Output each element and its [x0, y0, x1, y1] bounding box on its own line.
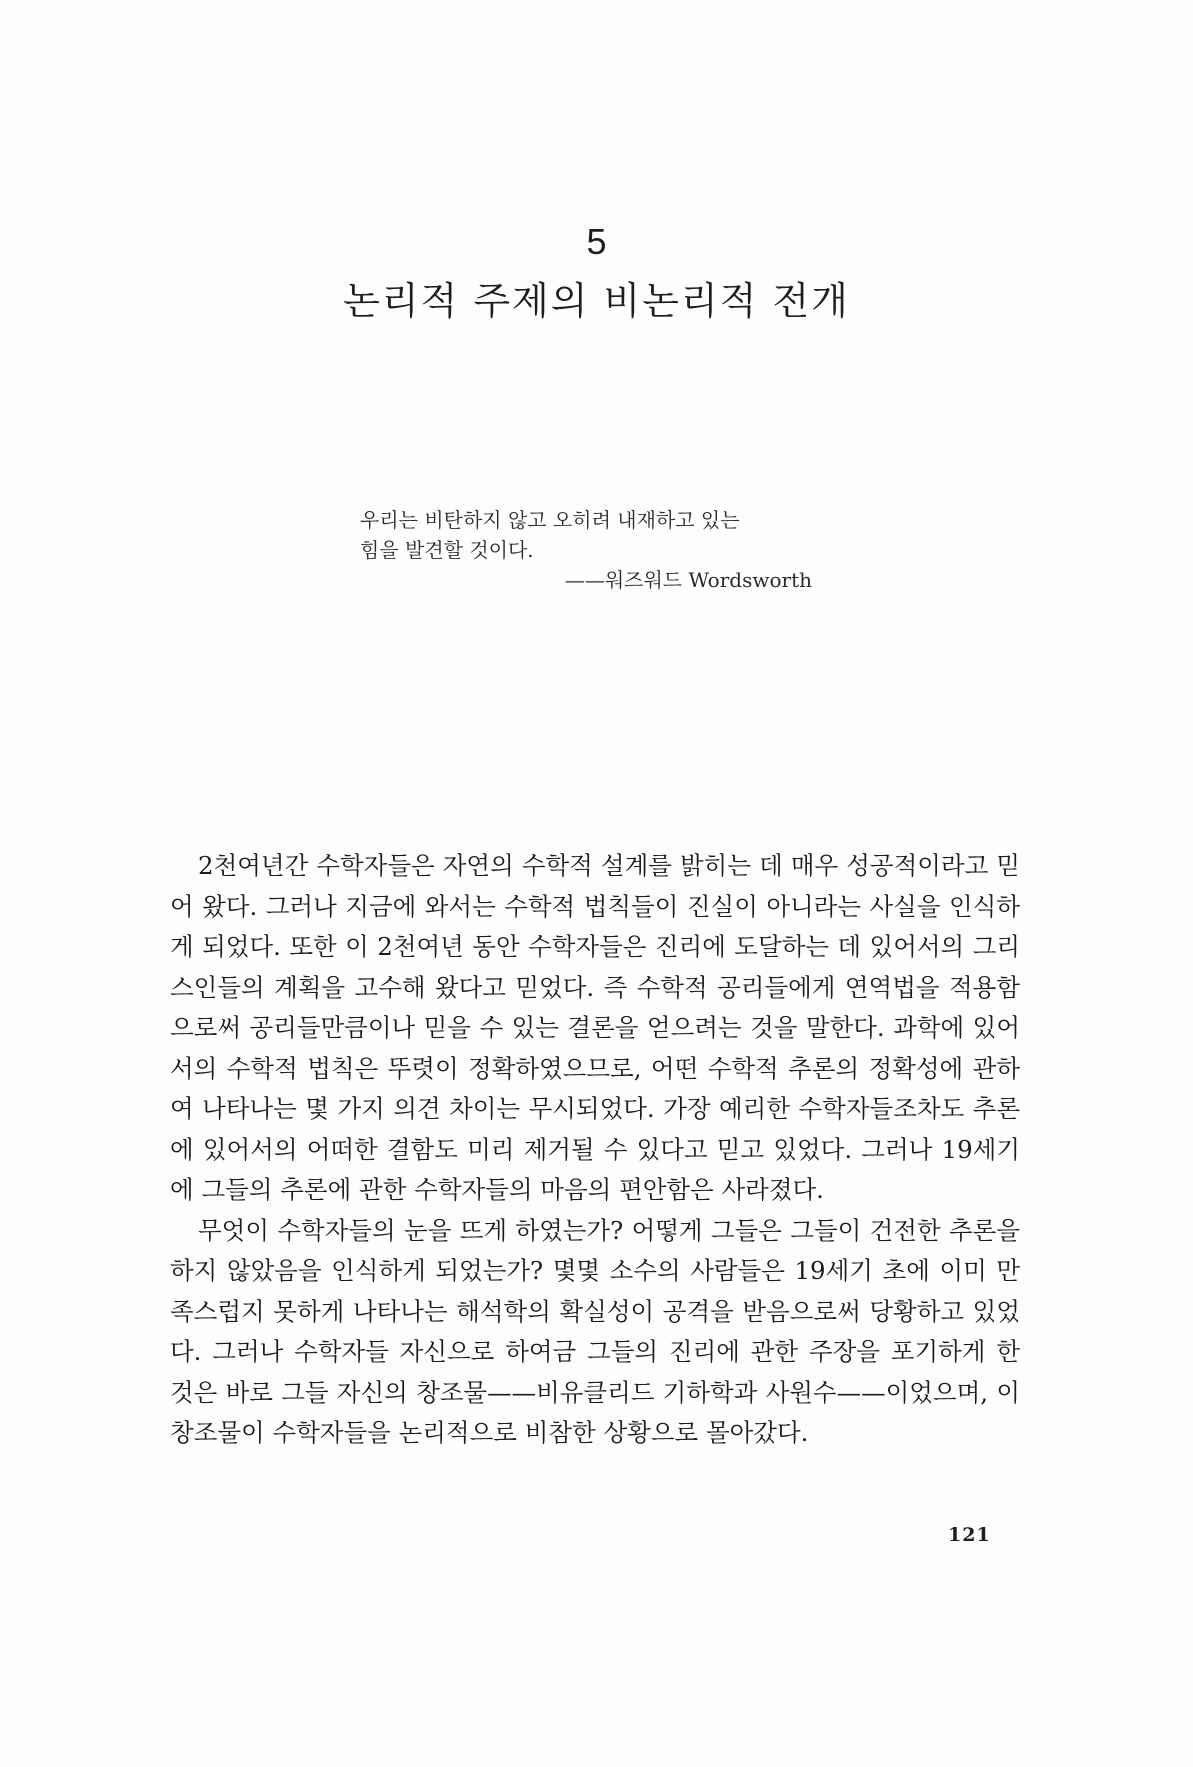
page-number: 121	[948, 1524, 991, 1546]
paragraph: 2천여년간 수학자들은 자연의 수학적 설계를 밝히는 데 매우 성공적이라고 믿어 왔다. 그러나 지금에 와서는 수학적 법칙들이 진실이 아니라는 사실을 인식하게 되었다. 또한 이 2천여년 동안 수학자들은 진리에 도달하는 데 있어서의 그리스인들의 계획을 고수해 왔다고 믿었다. 즉 수학적 공리들에게 연역법을 적용함으로써 공리들만큼이나 믿을 수 있는 결론을 얻으려는 것을 말한다. 과학에 있어서의 수학적 법칙은 뚜렷이 정확하였으므로, 어떤 수학적 추론의 정확성에 관하여 나타나는 몇 가지 의견 차이는 무시되었다. 가장 예리한 수학자들조차도 추론에 있어서의 어떠한 결함도 미리 제거될 수 있다고 믿고 있었다. 그러나 19세기에 그들의 추론에 관한 수학자들의 마음의 편안함은 사라졌다.	[170, 851, 1020, 1204]
paragraph: 무엇이 수학자들의 눈을 뜨게 하였는가? 어떻게 그들은 그들이 건전한 추론을 하지 않았음을 인식하게 되었는가? 몇몇 소수의 사람들은 19세기 초에 이미 만족스럽지 못하게 나타나는 해석학의 확실성이 공격을 받음으로써 당황하고 있었다. 그러나 수학자들 자신으로 하여금 그들의 진리에 관한 주장을 포기하게 한 것은 바로 그들 자신의 창조물——비유클리드 기하학과 사원수——이었으며, 이 창조물이 수학자들을 논리적으로 비참한 상황으로 몰아갔다.	[170, 1215, 1020, 1447]
body-text	[170, 846, 1020, 1454]
chapter-number: 5	[586, 221, 607, 262]
epigraph-attribution: ——워즈워드 Wordsworth	[564, 568, 812, 592]
epigraph-line: 힘을 발견할 것이다.	[360, 538, 534, 562]
epigraph	[360, 505, 820, 595]
epigraph-line: 우리는 비탄하지 않고 오히려 내재하고 있는	[360, 508, 740, 532]
chapter-title: 논리적 주제의 비논리적 전개	[343, 279, 850, 323]
